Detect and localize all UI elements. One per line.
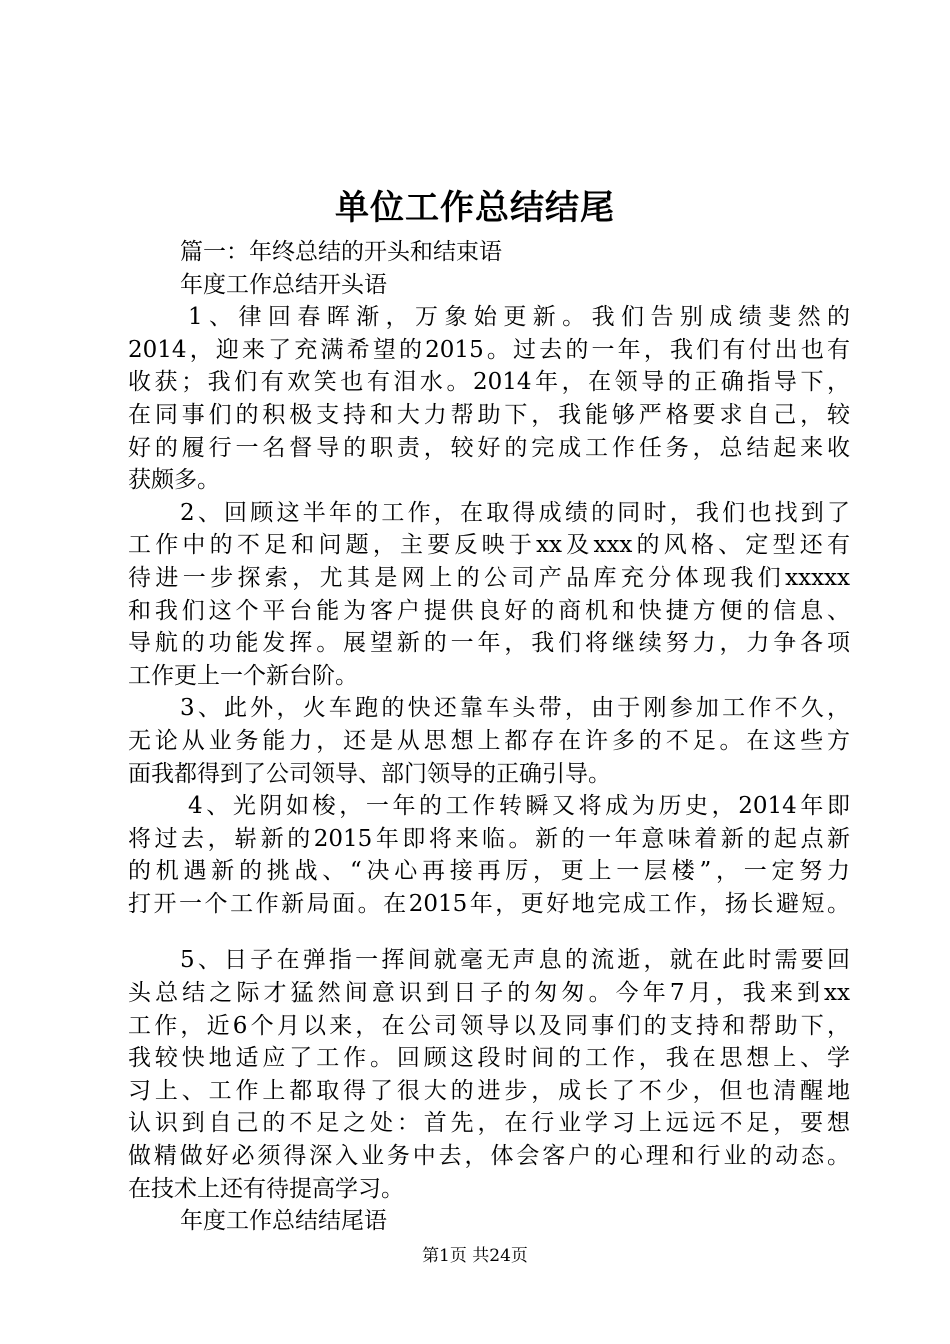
paragraph-5 <box>128 944 850 1205</box>
paragraph-line: 收获；我们有欢笑也有泪水。2014年，在领导的正确指导下， <box>128 369 850 396</box>
paragraph-line: 的机遇新的挑战、“决心再接再厉，更上一层楼”，一定努力 <box>128 858 850 885</box>
paragraph-line: 2014，迎来了充满希望的2015。过去的一年，我们有付出也有 <box>128 336 850 363</box>
paragraph-3 <box>128 692 850 790</box>
paragraph-line: 4、光阴如梭，一年的工作转瞬又将成为历史，2014年即 <box>188 793 850 820</box>
paragraph-line: 认识到自己的不足之处：首先，在行业学习上远远不足，要想 <box>128 1110 850 1137</box>
paragraph-line: 获颇多。 <box>128 467 220 494</box>
section-heading: 篇一：年终总结的开头和结束语 <box>180 239 502 265</box>
paragraph-line: 无论从业务能力，还是从思想上都存在许多的不足。在这些方 <box>128 727 850 754</box>
paragraph-line: 3、此外，火车跑的快还靠车头带，由于刚参加工作不久， <box>180 695 850 722</box>
paragraph-line: 工作更上一个新台阶。 <box>128 662 358 689</box>
paragraph-line: 待进一步探索，尤其是网上的公司产品库充分体现我们xxxxx <box>128 564 850 591</box>
paragraph-line: 在技术上还有待提高学习。 <box>128 1175 404 1202</box>
paragraph-2 <box>128 497 850 693</box>
paragraph-line: 导航的功能发挥。展望新的一年，我们将继续努力，力争各项 <box>128 630 850 657</box>
paragraph-line: 我较快地适应了工作。回顾这段时间的工作，我在思想上、学 <box>128 1045 850 1072</box>
document-body <box>128 236 850 1238</box>
paragraph-4 <box>128 790 850 920</box>
paragraph-line: 在同事们的积极支持和大力帮助下，我能够严格要求自己，较 <box>128 401 850 428</box>
paragraph-line: 习上、工作上都取得了很大的进步，成长了不少，但也清醒地 <box>128 1077 850 1104</box>
paragraph-1 <box>128 301 850 497</box>
paragraph-line: 5、日子在弹指一挥间就毫无声息的流逝，就在此时需要回 <box>180 947 850 974</box>
paragraph-line: 做精做好必须得深入业务中去，体会客户的心理和行业的动态。 <box>128 1143 850 1170</box>
subsection-heading: 年度工作总结开头语 <box>180 271 387 298</box>
paragraph-line: 工作中的不足和问题，主要反映于xx及xxx的风格、定型还有 <box>128 532 850 559</box>
paragraph-line: 1、律回春晖渐，万象始更新。我们告别成绩斐然的 <box>188 304 850 331</box>
paragraph-line: 打开一个工作新局面。在2015年，更好地完成工作，扬长避短。 <box>128 890 850 917</box>
paragraph-line: 好的履行一名督导的职责，较好的完成工作任务，总结起来收 <box>128 434 850 461</box>
paragraph-line: 和我们这个平台能为客户提供良好的商机和快捷方便的信息、 <box>128 597 850 624</box>
paragraph-line: 工作，近6个月以来，在公司领导以及同事们的支持和帮助下， <box>128 1012 850 1039</box>
paragraph-gap <box>128 920 850 944</box>
paragraph-line: 将过去，崭新的2015年即将来临。新的一年意味着新的起点新 <box>128 825 850 852</box>
subsection-heading: 年度工作总结结尾语 <box>180 1208 387 1235</box>
paragraph-line: 头总结之际才猛然间意识到日子的匆匆。今年7月，我来到xx <box>128 980 850 1007</box>
page-number-footer: 第1页 共24页 <box>422 1246 528 1266</box>
paragraph-line: 2、回顾这半年的工作，在取得成绩的同时，我们也找到了 <box>180 499 850 526</box>
paragraph-line: 面我都得到了公司领导、部门领导的正确引导。 <box>128 760 611 787</box>
document-title: 单位工作总结结尾 <box>335 188 615 228</box>
